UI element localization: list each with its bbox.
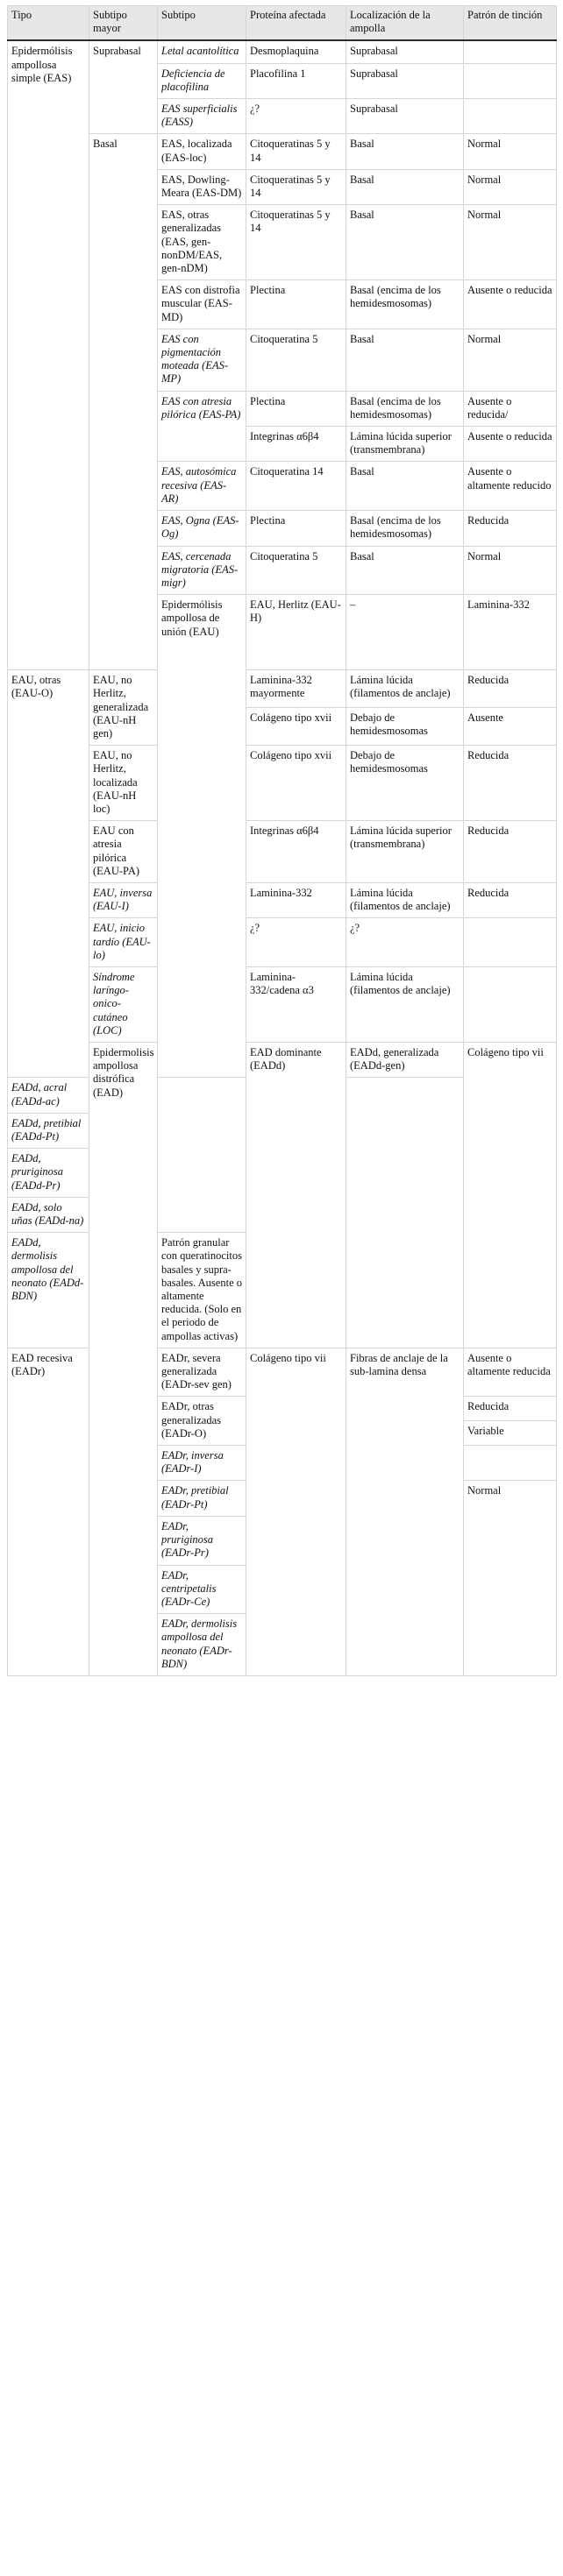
cell-localizacion: Suprabasal <box>346 99 464 134</box>
cell-tipo: Epidermólisis ampollosa de unión (EAU) <box>158 595 246 1078</box>
cell-patron: Normal <box>464 546 557 595</box>
header-row <box>8 6 557 41</box>
cell-subtipo: Letal acantolítica <box>158 40 246 63</box>
cell-subtipo: EAS, otras generalizadas (EAS, gen-nonDM/EAS, gen-nDM) <box>158 205 246 280</box>
cell-subtipo: EADd, dermolisis ampollosa del neonato (EADd-BDN) <box>8 1233 89 1348</box>
cell-localizacion: Debajo de hemidesmosomas <box>346 746 464 821</box>
cell-subtipo: EADr, severa generalizada (EADr-sev gen) <box>158 1348 246 1397</box>
table-row <box>8 821 557 883</box>
header-subtipo-mayor: Subtipo mayor <box>89 6 158 41</box>
cell-proteina: Citoqueratina 5 <box>246 329 346 391</box>
cell-localizacion: Fibras de anclaje de la sub-lamina densa <box>346 1348 464 1675</box>
table-row <box>8 40 557 63</box>
table-header <box>8 6 557 41</box>
cell-subtipo: EAS con pigmentación moteada (EAS-MP) <box>158 329 246 391</box>
cell-localizacion: Basal (encima de los hemidesmosomas) <box>346 280 464 329</box>
cell-proteina: Colágeno tipo xvii <box>246 708 346 746</box>
cell-tipo: Epidermolisis ampollosa distrófica (EAD) <box>89 1043 158 1676</box>
cell-subtipo: EADr, pretibial (EADr-Pt) <box>158 1481 246 1516</box>
cell-patron: Ausente o altamente reducida <box>464 1348 557 1397</box>
header-tipo: Tipo <box>8 6 89 41</box>
cell-localizacion: Basal (encima de los hemidesmosomas) <box>346 511 464 546</box>
cell-patron <box>464 63 557 98</box>
cell-patron: Variable <box>464 1421 557 1446</box>
cell-patron: Ausente o reducida <box>464 427 557 462</box>
cell-localizacion: Suprabasal <box>346 63 464 98</box>
cell-subtipo: EAS con distrofia muscular (EAS-MD) <box>158 280 246 329</box>
cell-proteina: Citoqueratinas 5 y 14 <box>246 169 346 204</box>
cell-proteina: Plectina <box>246 280 346 329</box>
cell-patron: Normal <box>464 205 557 280</box>
cell-subtipo: EAU, no Herlitz, localizada (EAU-nH loc) <box>89 746 158 821</box>
cell-subtipo: Deficiencia de placofilina <box>158 63 246 98</box>
cell-patron: Reducida <box>464 1397 557 1421</box>
cell-patron <box>464 40 557 63</box>
cell-patron: Ausente o reducida <box>464 280 557 329</box>
cell-patron: Normal <box>464 169 557 204</box>
cell-localizacion: Lámina lúcida (filamentos de anclaje) <box>346 670 464 708</box>
cell-patron <box>464 99 557 134</box>
cell-localizacion: Basal <box>346 205 464 280</box>
cell-patron: Ausente o reducida/ <box>464 391 557 426</box>
classification-table <box>7 5 557 1676</box>
cell-subtipo: EAU, no Herlitz, generalizada (EAU-nH gen) <box>89 670 158 746</box>
cell-patron <box>464 966 557 1042</box>
table-row <box>8 746 557 821</box>
cell-subtipo: EADd, generalizada (EADd-gen) <box>346 1043 464 1078</box>
table-row <box>8 134 557 169</box>
cell-subtipo: EAS superficialis (EASS) <box>158 99 246 134</box>
cell-patron: Reducida <box>464 746 557 821</box>
cell-subtipo: EADr, otras generalizadas (EADr-O) <box>158 1397 246 1446</box>
header-subtipo: Subtipo <box>158 6 246 41</box>
cell-localizacion: Basal <box>346 134 464 169</box>
table-row <box>8 966 557 1042</box>
cell-subtipo: EADd, acral (EADd-ac) <box>8 1078 89 1113</box>
cell-subtipo: EAS, Dowling-Meara (EAS-DM) <box>158 169 246 204</box>
cell-subtipo: EADd, pretibial (EADd-Pt) <box>8 1113 89 1148</box>
cell-proteina: Integrinas α6β4 <box>246 821 346 883</box>
cell-localizacion: Basal <box>346 546 464 595</box>
cell-patron: Normal <box>464 329 557 391</box>
cell-patron: Reducida <box>464 821 557 883</box>
cell-subtipo: EADr, inversa (EADr-I) <box>158 1446 246 1481</box>
cell-subtipo-mayor: EAD recesiva (EADr) <box>8 1348 89 1675</box>
cell-proteina: Plectina <box>246 391 346 426</box>
cell-proteina: Placofilina 1 <box>246 63 346 98</box>
cell-subtipo: EADd, solo uñas (EADd-na) <box>8 1197 89 1232</box>
cell-subtipo: EAS, cercenada migratoria (EAS-migr) <box>158 546 246 595</box>
cell-subtipo: EAS, localizada (EAS-loc) <box>158 134 246 169</box>
table-body <box>8 40 557 1675</box>
table-row <box>8 1043 557 1078</box>
cell-subtipo-mayor: EAU, Herlitz (EAU-H) <box>246 595 346 670</box>
cell-localizacion: Lámina lúcida (filamentos de anclaje) <box>346 882 464 917</box>
table-row <box>8 882 557 917</box>
cell-proteina: Citoqueratinas 5 y 14 <box>246 205 346 280</box>
cell-patron: Patrón granular con queratinocitos basales y supra-basales. Ausente o altamente reducida. (Solo en el periodo de ampollas activas) <box>158 1233 246 1348</box>
cell-subtipo: EAU, inicio tardío (EAU-lo) <box>89 918 158 967</box>
table-row <box>8 670 557 708</box>
cell-proteina: ¿? <box>246 918 346 967</box>
cell-localizacion: Lámina lúcida superior (transmembrana) <box>346 821 464 883</box>
cell-patron <box>464 918 557 967</box>
cell-localizacion: Basal (encima de los hemidesmosomas) <box>346 391 464 426</box>
cell-proteina: Colágeno tipo vii <box>464 1043 557 1348</box>
cell-subtipo-mayor: Basal <box>89 134 158 670</box>
cell-localizacion: Basal <box>346 329 464 391</box>
cell-subtipo: – <box>346 595 464 670</box>
cell-patron: Reducida <box>464 670 557 708</box>
cell-subtipo: EADr, dermolisis ampollosa del neonato (EADr-BDN) <box>158 1614 246 1676</box>
cell-proteina: Plectina <box>246 511 346 546</box>
cell-subtipo-mayor: EAD dominante (EADd) <box>246 1043 346 1348</box>
header-patron: Patrón de tinción <box>464 6 557 41</box>
cell-proteina: Integrinas α6β4 <box>246 427 346 462</box>
cell-localizacion: Lámina lúcida (filamentos de anclaje) <box>346 966 464 1042</box>
cell-proteina: Laminina-332/cadena α3 <box>246 966 346 1042</box>
cell-patron: Reducida <box>464 882 557 917</box>
cell-subtipo: EAS, autosómica recesiva (EAS-AR) <box>158 462 246 511</box>
cell-subtipo-mayor: Suprabasal <box>89 40 158 134</box>
cell-subtipo-mayor: EAU, otras (EAU-O) <box>8 670 89 1078</box>
cell-subtipo: EAS, Ogna (EAS-Og) <box>158 511 246 546</box>
cell-localizacion: Basal <box>346 169 464 204</box>
cell-proteina: Citoqueratinas 5 y 14 <box>246 134 346 169</box>
header-proteina: Proteína afectada <box>246 6 346 41</box>
cell-patron: Ausente o altamente reducido <box>464 462 557 511</box>
cell-patron: Reducida <box>464 511 557 546</box>
cell-localizacion: ¿? <box>346 918 464 967</box>
cell-proteina: ¿? <box>246 99 346 134</box>
cell-proteina: Citoqueratina 14 <box>246 462 346 511</box>
cell-tipo: Epidermólisis ampollosa simple (EAS) <box>8 40 89 669</box>
cell-subtipo: Síndrome laríngo-onico-cutáneo (LOC) <box>89 966 158 1042</box>
cell-proteina: Citoqueratina 5 <box>246 546 346 595</box>
cell-localizacion: Suprabasal <box>346 40 464 63</box>
table-row <box>8 918 557 967</box>
cell-proteina: Colágeno tipo xvii <box>246 746 346 821</box>
cell-subtipo: EADr, centripetalis (EADr-Ce) <box>158 1565 246 1614</box>
cell-patron: Ausente <box>464 708 557 746</box>
cell-subtipo: EAS con atresia pilórica (EAS-PA) <box>158 391 246 462</box>
cell-proteina: Laminina-332 <box>464 595 557 670</box>
cell-subtipo: EAU, inversa (EAU-I) <box>89 882 158 917</box>
cell-subtipo: EAU con atresia pilórica (EAU-PA) <box>89 821 158 883</box>
cell-proteina: Desmoplaquina <box>246 40 346 63</box>
cell-subtipo: EADd, pruriginosa (EADd-Pr) <box>8 1149 89 1198</box>
cell-patron: Normal <box>464 134 557 169</box>
cell-localizacion: Debajo de hemidesmosomas <box>346 708 464 746</box>
header-localizacion: Localización de la ampolla <box>346 6 464 41</box>
cell-proteina: Laminina-332 <box>246 882 346 917</box>
cell-patron: Normal <box>464 1481 557 1675</box>
cell-localizacion: Basal <box>346 462 464 511</box>
cell-subtipo: EADr, pruriginosa (EADr-Pr) <box>158 1516 246 1565</box>
cell-localizacion: Lámina lúcida superior (transmembrana) <box>346 427 464 462</box>
cell-proteina: Laminina-332 mayormente <box>246 670 346 708</box>
cell-patron <box>464 1446 557 1481</box>
cell-proteina: Colágeno tipo vii <box>246 1348 346 1675</box>
